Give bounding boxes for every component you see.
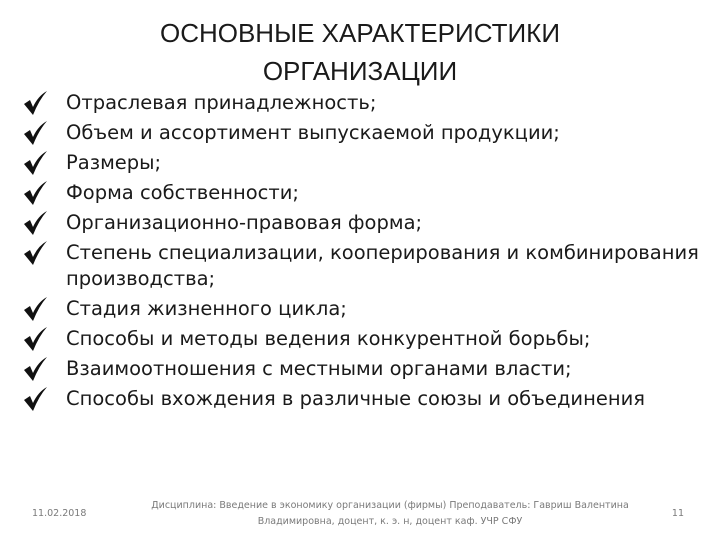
list-item — [22, 386, 702, 412]
list-item — [22, 356, 702, 382]
list-item — [22, 120, 702, 146]
list-item-text: Способы вхождения в различные союзы и объединения — [66, 387, 646, 410]
footer-page-number: 11 — [671, 508, 684, 519]
checkmark-icon — [22, 180, 48, 206]
checkmark-icon — [22, 210, 48, 236]
list-item-text: Размеры; — [66, 151, 162, 174]
checkmark-icon — [22, 326, 48, 352]
checkmark-icon — [22, 150, 48, 176]
list-item-text: Стадия жизненного цикла; — [66, 297, 347, 320]
footer-course-line-1: Дисциплина: Введение в экономику организации (фирмы) Преподаватель: Гавриш Валентина — [151, 500, 629, 511]
list-item-text: Способы и методы ведения конкурентной борьбы; — [66, 327, 591, 350]
list-item — [22, 326, 702, 352]
list-item-text: Форма собственности; — [66, 181, 299, 204]
footer-course-info — [140, 498, 640, 530]
list-item-text: Взаимоотношения с местными органами власти; — [66, 357, 572, 380]
checkmark-icon — [22, 386, 48, 412]
list-item-text: Объем и ассортимент выпускаемой продукции; — [66, 121, 560, 144]
list-item — [22, 90, 702, 116]
checkmark-icon — [22, 120, 48, 146]
list-item-text: Степень специализации, кооперирования и комбинирования производства; — [66, 241, 699, 290]
list-item — [22, 180, 702, 206]
list-item — [22, 210, 702, 236]
footer-date: 11.02.2018 — [32, 508, 87, 519]
list-item — [22, 150, 702, 176]
characteristics-list — [22, 90, 702, 416]
slide-title-line-2: ОРГАНИЗАЦИИ — [262, 56, 458, 86]
list-item — [22, 240, 702, 292]
footer-course-line-2: Владимировна, доцент, к. э. н, доцент каф. УЧР СФУ — [257, 516, 523, 527]
checkmark-icon — [22, 90, 48, 116]
checkmark-icon — [22, 296, 48, 322]
checkmark-icon — [22, 356, 48, 382]
checkmark-icon — [22, 240, 48, 266]
slide-title-line-1: ОСНОВНЫЕ ХАРАКТЕРИСТИКИ — [159, 18, 561, 48]
list-item-text: Отраслевая принадлежность; — [66, 91, 377, 114]
list-item-text: Организационно-правовая форма; — [66, 211, 423, 234]
list-item — [22, 296, 702, 322]
slide-title — [120, 14, 600, 90]
